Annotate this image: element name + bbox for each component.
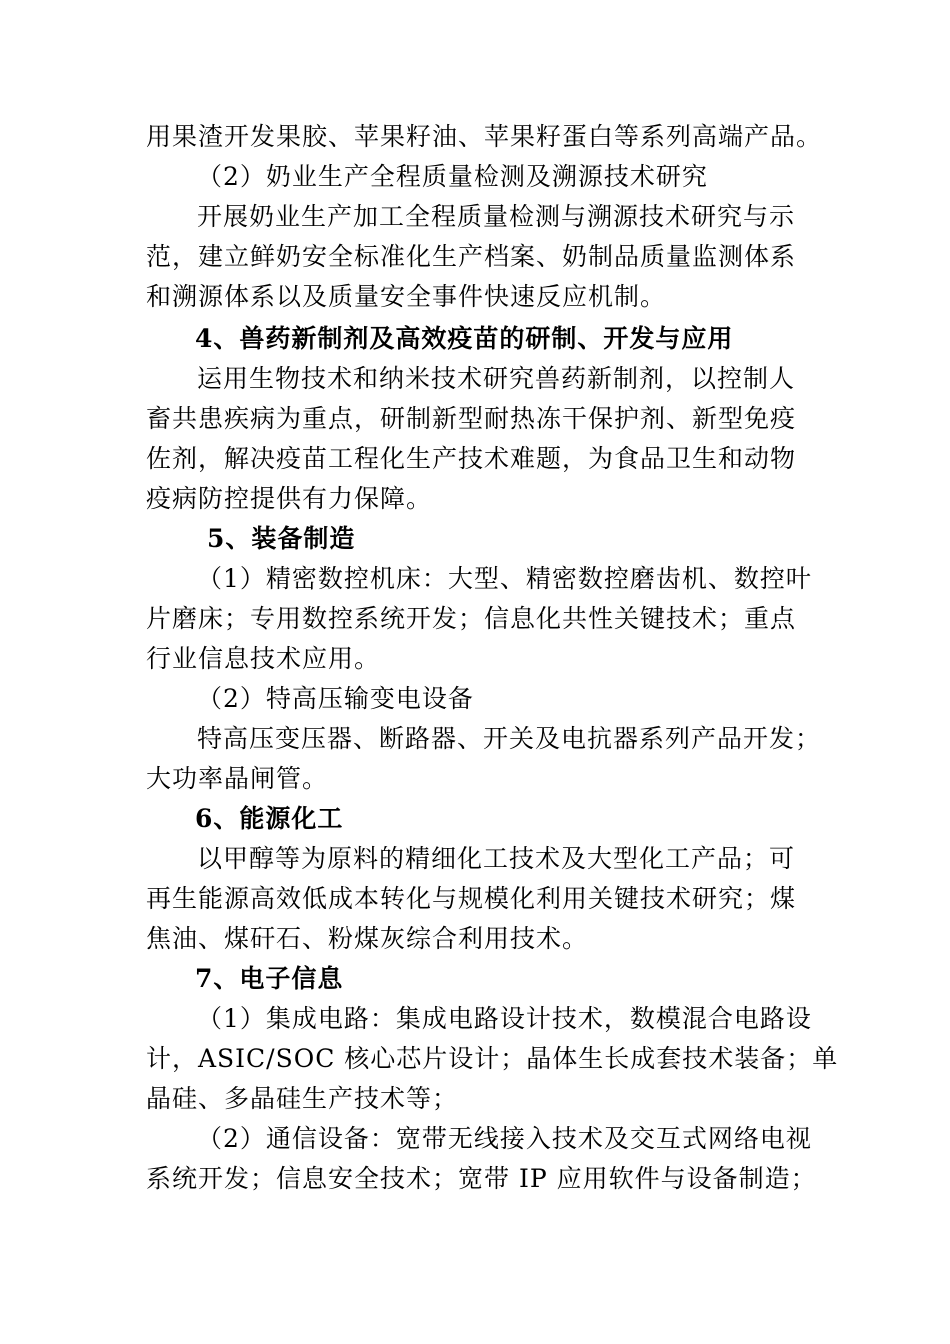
text-line: 畜共患疾病为重点，研制新型耐热冻干保护剂、新型免疫 <box>146 404 797 433</box>
text-line: （2）通信设备：宽带无线接入技术及交互式网络电视 <box>197 1124 812 1153</box>
section-heading: 4、兽药新制剂及高效疫苗的研制、开发与应用 <box>195 324 734 353</box>
text-line: 特高压变压器、断路器、开关及电抗器系列产品开发； <box>197 724 822 753</box>
section-heading: 7、电子信息 <box>195 964 344 993</box>
text-line: 佐剂，解决疫苗工程化生产技术难题，为食品卫生和动物 <box>146 444 797 473</box>
section-heading: 6、能源化工 <box>195 804 344 833</box>
subsection-title: （2）特高压输变电设备 <box>197 684 474 713</box>
text-line: 计，ASIC/SOC 核心芯片设计；晶体生长成套技术装备；单 <box>146 1044 839 1073</box>
text-line: 范，建立鲜奶安全标准化生产档案、奶制品质量监测体系 <box>146 242 797 271</box>
text-line: 大功率晶闸管。 <box>146 764 329 793</box>
text-line: 晶硅、多晶硅生产技术等； <box>146 1084 459 1113</box>
text-line: （1）集成电路：集成电路设计技术，数模混合电路设 <box>197 1004 812 1033</box>
section-heading: 5、装备制造 <box>207 524 356 553</box>
text-line: 疫病防控提供有力保障。 <box>146 484 433 513</box>
text-line: 运用生物技术和纳米技术研究兽药新制剂，以控制人 <box>197 364 796 393</box>
text-line: 行业信息技术应用。 <box>146 644 381 673</box>
text-line: 以甲醇等为原料的精细化工技术及大型化工产品；可 <box>197 844 796 873</box>
text-line: 系统开发；信息安全技术；宽带 IP 应用软件与设备制造； <box>146 1164 817 1193</box>
subsection-title: （2）奶业生产全程质量检测及溯源技术研究 <box>197 162 708 191</box>
text-line: 焦油、煤矸石、粉煤灰综合利用技术。 <box>146 924 589 953</box>
text-line: 开展奶业生产加工全程质量检测与溯源技术研究与示 <box>197 202 796 231</box>
text-line: 片磨床；专用数控系统开发；信息化共性关键技术；重点 <box>146 604 797 633</box>
text-line: 再生能源高效低成本转化与规模化利用关键技术研究；煤 <box>146 884 797 913</box>
text-line: 用果渣开发果胶、苹果籽油、苹果籽蛋白等系列高端产品。 <box>146 122 823 151</box>
text-line: 和溯源体系以及质量安全事件快速反应机制。 <box>146 282 667 311</box>
text-line: （1）精密数控机床：大型、精密数控磨齿机、数控叶 <box>197 564 812 593</box>
